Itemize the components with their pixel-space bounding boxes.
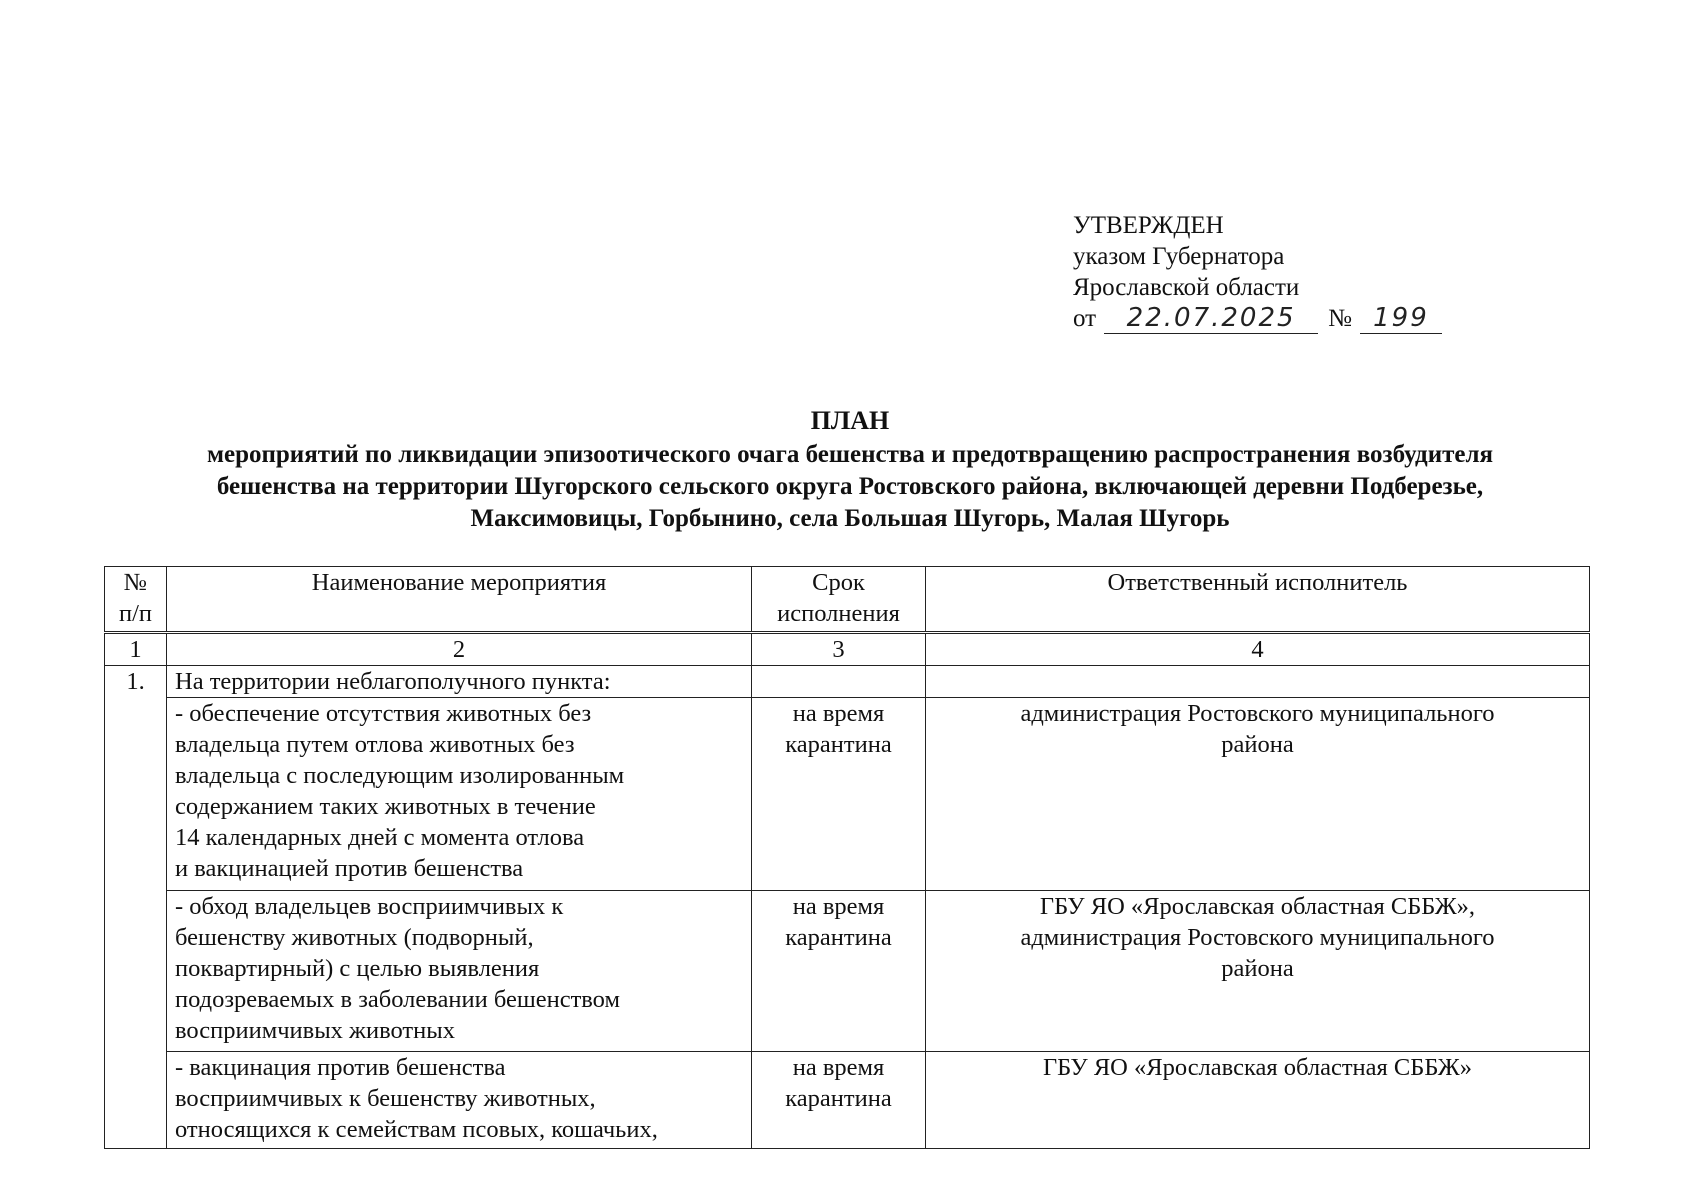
approval-handwritten-date: 22.07.2025 bbox=[1104, 303, 1318, 334]
section-term-empty bbox=[752, 666, 926, 698]
measure-name-cell bbox=[167, 891, 752, 1052]
approval-handwritten-number: 199 bbox=[1360, 303, 1442, 334]
approval-from-label: от bbox=[1073, 305, 1097, 332]
executor-cell bbox=[926, 891, 1590, 1052]
row-number: 1. bbox=[105, 666, 167, 1149]
measure-name-cell bbox=[167, 698, 752, 891]
approval-region: Ярославской области bbox=[1073, 274, 1300, 301]
cell-line: 14 календарных дней с момента отлова bbox=[175, 824, 585, 851]
column-number: 1 bbox=[105, 633, 167, 666]
cell-line: карантина bbox=[785, 924, 892, 951]
cell-line: - обеспечение отсутствия животных без bbox=[175, 700, 592, 727]
section-title: На территории неблагополучного пункта: bbox=[167, 666, 752, 698]
cell-line: района bbox=[1221, 731, 1294, 758]
header-term-line: исполнения bbox=[777, 600, 900, 627]
approval-number-label: № bbox=[1328, 305, 1352, 332]
table-row bbox=[105, 666, 1590, 698]
cell-line: восприимчивых к бешенству животных, bbox=[175, 1085, 596, 1112]
document-title bbox=[100, 405, 1600, 535]
title-line: мероприятий по ликвидации эпизоотического очага бешенства и предотвращению распространения возбудителя bbox=[206, 441, 1494, 468]
cell-line: бешенству животных (подворный, bbox=[175, 924, 534, 951]
executor-cell bbox=[926, 698, 1590, 891]
cell-line: подозреваемых в заболевании бешенством bbox=[175, 986, 620, 1013]
cell-line: ГБУ ЯО «Ярославская областная СББЖ» bbox=[1042, 1054, 1472, 1081]
column-numbers-row bbox=[105, 633, 1590, 666]
header-executor: Ответственный исполнитель bbox=[926, 567, 1590, 633]
cell-line: восприимчивых животных bbox=[175, 1017, 455, 1044]
cell-line: на время bbox=[792, 1054, 885, 1081]
column-number: 4 bbox=[926, 633, 1590, 666]
cell-line: карантина bbox=[785, 1085, 892, 1112]
header-measure-name: Наименование мероприятия bbox=[167, 567, 752, 633]
header-number-line: п/п bbox=[118, 600, 153, 627]
cell-line: района bbox=[1221, 955, 1294, 982]
title-line: Максимовицы, Горбынино, села Большая Шугорь, Малая Шугорь bbox=[470, 505, 1230, 532]
cell-line: - обход владельцев восприимчивых к bbox=[175, 893, 564, 920]
measures-table bbox=[104, 566, 1590, 1149]
cell-line: на время bbox=[792, 700, 885, 727]
cell-line: администрация Ростовского муниципального bbox=[1020, 700, 1495, 727]
cell-line: поквартирный) с целью выявления bbox=[175, 955, 540, 982]
executor-cell bbox=[926, 1052, 1590, 1149]
title-plan: ПЛАН bbox=[810, 406, 890, 435]
table-row bbox=[105, 1052, 1590, 1149]
cell-line: содержанием таких животных в течение bbox=[175, 793, 596, 820]
cell-line: относящихся к семействам псовых, кошачьих, bbox=[175, 1116, 658, 1143]
term-cell bbox=[752, 698, 926, 891]
title-line: бешенства на территории Шугорского сельского округа Ростовского района, включающей деревни Подберезье, bbox=[216, 473, 1484, 500]
term-cell bbox=[752, 1052, 926, 1149]
cell-line: администрация Ростовского муниципального bbox=[1020, 924, 1495, 951]
cell-line: - вакцинация против бешенства bbox=[175, 1054, 506, 1081]
term-cell bbox=[752, 891, 926, 1052]
cell-line: на время bbox=[792, 893, 885, 920]
table-header-row bbox=[105, 567, 1590, 633]
cell-line: владельца с последующим изолированным bbox=[175, 762, 625, 789]
column-number: 2 bbox=[167, 633, 752, 666]
cell-line: владельца путем отлова животных без bbox=[175, 731, 575, 758]
approval-stamp bbox=[1073, 210, 1442, 334]
header-term bbox=[752, 567, 926, 633]
header-term-line: Срок bbox=[812, 569, 865, 596]
approval-by-decree: указом Губернатора bbox=[1073, 243, 1285, 270]
table-row bbox=[105, 891, 1590, 1052]
header-number-line: № bbox=[123, 569, 148, 596]
cell-line: и вакцинацией против бешенства bbox=[175, 855, 524, 882]
section-executor-empty bbox=[926, 666, 1590, 698]
measure-name-cell bbox=[167, 1052, 752, 1149]
cell-line: карантина bbox=[785, 731, 892, 758]
table-row bbox=[105, 698, 1590, 891]
approval-heading: УТВЕРЖДЕН bbox=[1073, 212, 1224, 239]
cell-line: ГБУ ЯО «Ярославская областная СББЖ», bbox=[1039, 893, 1476, 920]
header-number bbox=[105, 567, 167, 633]
approval-date-number-line bbox=[1073, 303, 1442, 334]
column-number: 3 bbox=[752, 633, 926, 666]
